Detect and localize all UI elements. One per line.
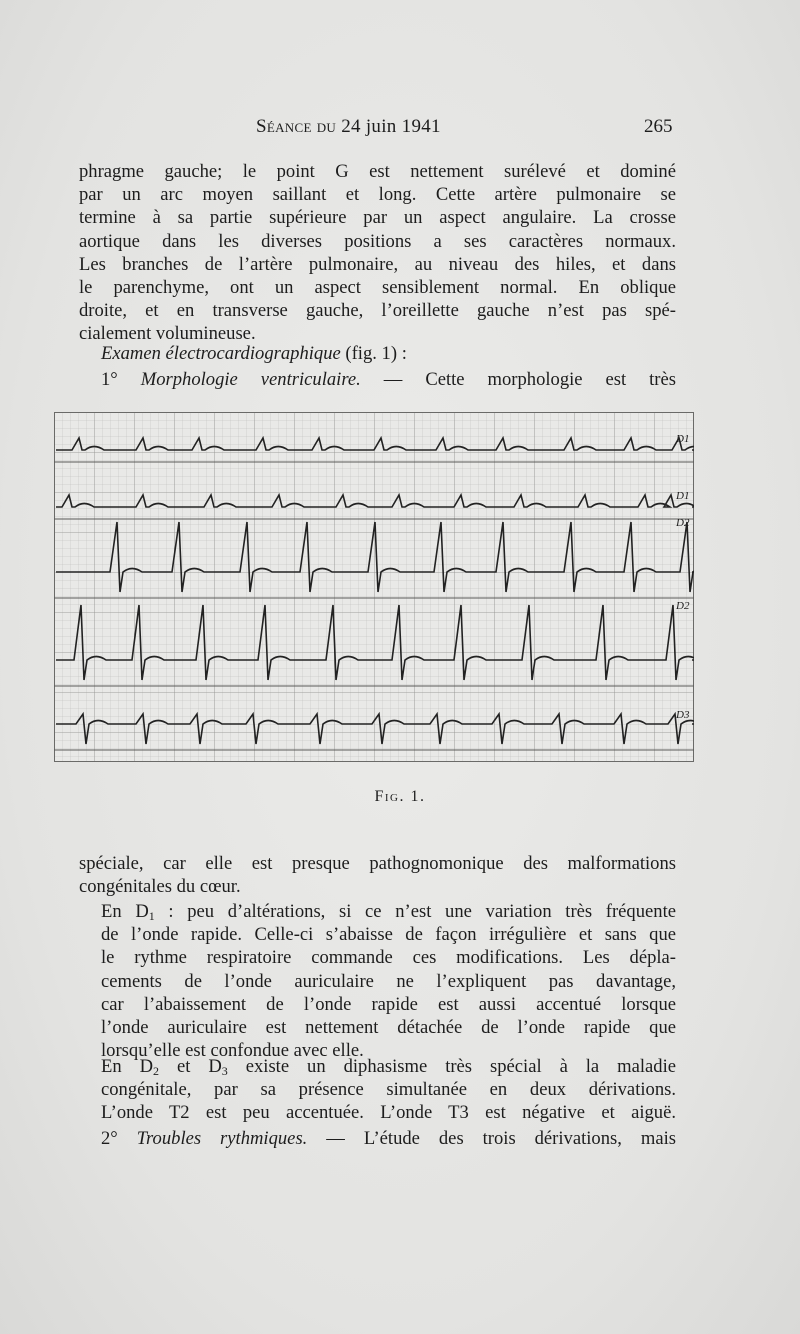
text-line: droite, et en transverse gauche, l’oreillette gauche n’est pas spé- bbox=[79, 300, 676, 322]
text-line: car l’abaissement de l’onde rapide est aussi accentué lorsque bbox=[101, 993, 676, 1015]
caption-number: 1. bbox=[410, 788, 426, 805]
ecg-lead-label: D2 bbox=[676, 600, 690, 612]
ecg-lead-label: D3 bbox=[676, 709, 690, 721]
text-line: de l’onde rapide. Celle-ci s’abaisse de façon irrégulière et sans que bbox=[101, 924, 676, 946]
text-line: termine à sa partie supérieure par un aspect angulaire. La crosse bbox=[79, 207, 676, 229]
text-fragment: et D bbox=[159, 1056, 222, 1077]
paragraph-d1 bbox=[79, 900, 676, 1062]
text-line bbox=[79, 368, 676, 391]
text-line: lorsqu’elle est confondue avec elle. bbox=[101, 1040, 364, 1062]
text-line: spéciale, car elle est presque pathognomonique des malformations bbox=[79, 853, 676, 874]
text-line: l’onde auriculaire est nettement détachée de l’onde rapide que bbox=[101, 1017, 676, 1039]
paragraph-d2-d3 bbox=[79, 1055, 676, 1125]
list-number: 1° bbox=[101, 369, 118, 390]
text-line: Les branches de l’artère pulmonaire, au niveau des hiles, et dans bbox=[79, 253, 676, 275]
text-line bbox=[79, 1127, 676, 1150]
paragraph-radiology bbox=[79, 160, 676, 346]
ecg-lead-label: D1 bbox=[676, 433, 690, 445]
running-head-date: 24 juin 1941 bbox=[341, 116, 441, 137]
ecg-lead-label: D2 bbox=[676, 517, 690, 529]
text-fragment: existe un diphasisme très spécial à la maladie bbox=[227, 1056, 676, 1077]
page-number: 265 bbox=[644, 116, 673, 137]
paragraph-rhythm bbox=[79, 1127, 676, 1150]
ecg-lead-label: D1 bbox=[676, 490, 690, 502]
text-line bbox=[79, 1055, 676, 1078]
italic-term: Troubles rythmiques. bbox=[136, 1128, 308, 1149]
italic-term: Morphologie ventriculaire. bbox=[140, 369, 361, 390]
text-fragment: En D bbox=[101, 1056, 154, 1077]
page-header bbox=[0, 116, 800, 144]
text-fragment: : peu d’altérations, si ce n’est une variation très fréquente bbox=[154, 901, 676, 922]
figure-caption bbox=[0, 788, 800, 806]
text-line: cialement volumineuse. bbox=[79, 323, 256, 345]
text-fragment: — L’étude des trois dérivations, mais bbox=[307, 1128, 676, 1149]
subscript: 3 bbox=[221, 1064, 228, 1078]
running-head bbox=[256, 116, 441, 138]
subscript: 2 bbox=[153, 1064, 160, 1078]
text-fragment: En D bbox=[101, 901, 149, 922]
running-head-prefix: Séance du bbox=[256, 116, 337, 137]
text-fragment: — Cette morphologie est très bbox=[360, 369, 676, 390]
text-line: le rythme respiratoire commande ces modifications. Les dépla- bbox=[101, 947, 676, 969]
subscript: 1 bbox=[148, 909, 155, 923]
text-line: L’onde T2 est peu accentuée. L’onde T3 est négative et aiguë. bbox=[101, 1102, 676, 1124]
caption-prefix: Fig. bbox=[374, 788, 405, 805]
list-number: 2° bbox=[101, 1128, 118, 1149]
text-fragment: (fig. 1) : bbox=[340, 343, 407, 364]
text-line bbox=[79, 900, 676, 923]
paragraph-morphology-cont bbox=[79, 852, 676, 898]
text-line: cements de l’onde auriculaire ne l’expliquent pas davantage, bbox=[101, 970, 676, 992]
ecg-figure bbox=[54, 412, 694, 762]
text-line: congénitale, par sa présence simultanée en deux dérivations. bbox=[101, 1079, 676, 1101]
text-line: congénitales du cœur. bbox=[79, 876, 241, 898]
text-line: par un arc moyen saillant et long. Cette artère pulmonaire se bbox=[79, 184, 676, 206]
text-line bbox=[79, 342, 676, 365]
paragraph-ecg-heading bbox=[79, 342, 676, 365]
text-line: phragme gauche; le point G est nettement surélevé et dominé bbox=[79, 161, 676, 182]
paragraph-morphology-start bbox=[79, 368, 676, 391]
text-line: le parenchyme, ont un aspect sensiblement normal. En oblique bbox=[79, 277, 676, 299]
text-line: aortique dans les diverses positions a ses caractères normaux. bbox=[79, 230, 676, 252]
ecg-strip-image bbox=[54, 412, 694, 762]
italic-term: Examen électrocardiographique bbox=[101, 343, 341, 364]
